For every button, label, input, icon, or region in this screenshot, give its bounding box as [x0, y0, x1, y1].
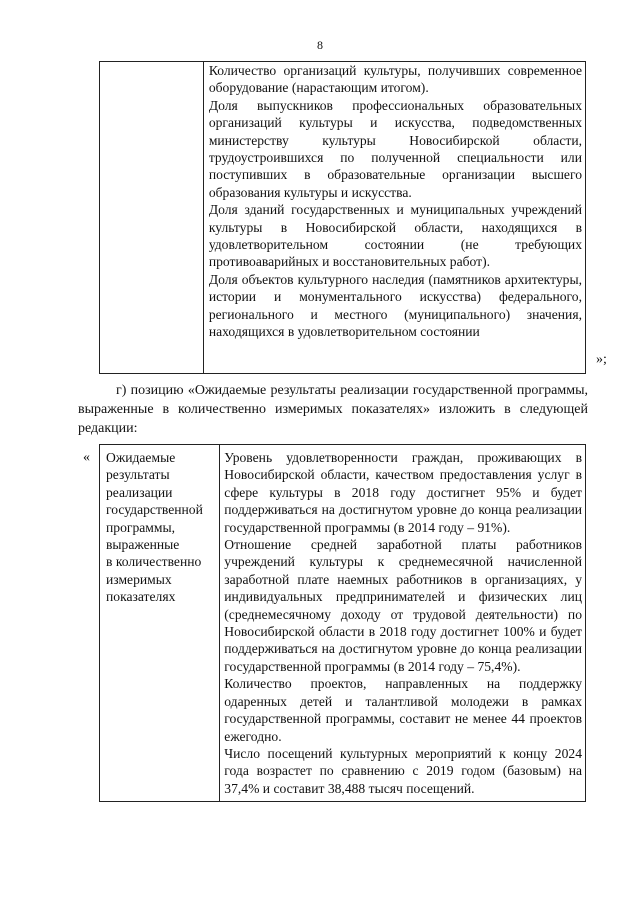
indicator-text: Количество организаций культуры, получивших современное оборудование (нарастающим итогом).	[208, 63, 582, 96]
expected-results-table	[99, 444, 586, 802]
result-text: Уровень удовлетворенности граждан, проживающих в Новосибирской области, качеством предоставления услуг в сфере культуры в 2018 году достигнет 95% и будет поддерживаться на достигнутом уровне до конца реализации государственной программы (в 2014 году – 91%).	[224, 450, 582, 535]
closing-quote: »;	[596, 352, 607, 367]
amendment-paragraph: г) позицию «Ожидаемые результаты реализации государственной программы, выраженные в количественно измеримых показателях» изложить в следующей редакции:	[78, 383, 588, 436]
indicators-table-continuation	[99, 61, 586, 374]
expected-results-cell	[220, 445, 586, 802]
indicators-table-empty-cell	[100, 62, 204, 374]
expected-results-label: Ожидаемые результаты реализации государственной программы, выраженные в количественно измеримых показателях	[106, 450, 203, 605]
opening-quote: «	[83, 450, 90, 465]
indicator-text: Доля выпускников профессиональных образовательных организаций культуры и искусства, подведомственных министерству культуры Новосибирской области, трудоустроившихся по полученной специальности или поступивших в образовательные организации высшего образования культуры и искусства.	[208, 97, 582, 200]
page-number: 8	[317, 38, 323, 52]
indicators-cell	[203, 62, 585, 374]
result-text: Число посещений культурных мероприятий к концу 2024 года возрастет по сравнению с 2019 годом (базовым) на 37,4% и составит 38,488 тысяч посещений.	[224, 745, 582, 796]
expected-results-label-cell	[100, 445, 220, 802]
result-text: Количество проектов, направленных на поддержку одаренных детей и талантливой молодежи в рамках государственной программы, составит не менее 44 проектов ежегодно.	[224, 676, 582, 744]
indicator-text: Доля зданий государственных и муниципальных учреждений культуры в Новосибирской области, находящихся в удовлетворительном состоянии (не требующих противоаварийных и восстановительных работ).	[208, 202, 582, 270]
result-text: Отношение средней заработной платы работников учреждений культуры к среднемесячной начисленной заработной плате наемных работников в организациях, у индивидуальных предпринимателей и физических лиц (среднемесячному доходу от трудовой деятельности) по Новосибирской области в 2018 году достигнет 100% и будет поддерживаться на достигнутом уровне до конца реализации государственной программы (в 2014 году – 75,4%).	[224, 537, 582, 674]
indicator-text: Доля объектов культурного наследия (памятников архитектуры, истории и монументального искусства) федерального, регионального и местного (муниципального) значения, находящихся в удовлетворительном состоянии	[208, 271, 582, 340]
